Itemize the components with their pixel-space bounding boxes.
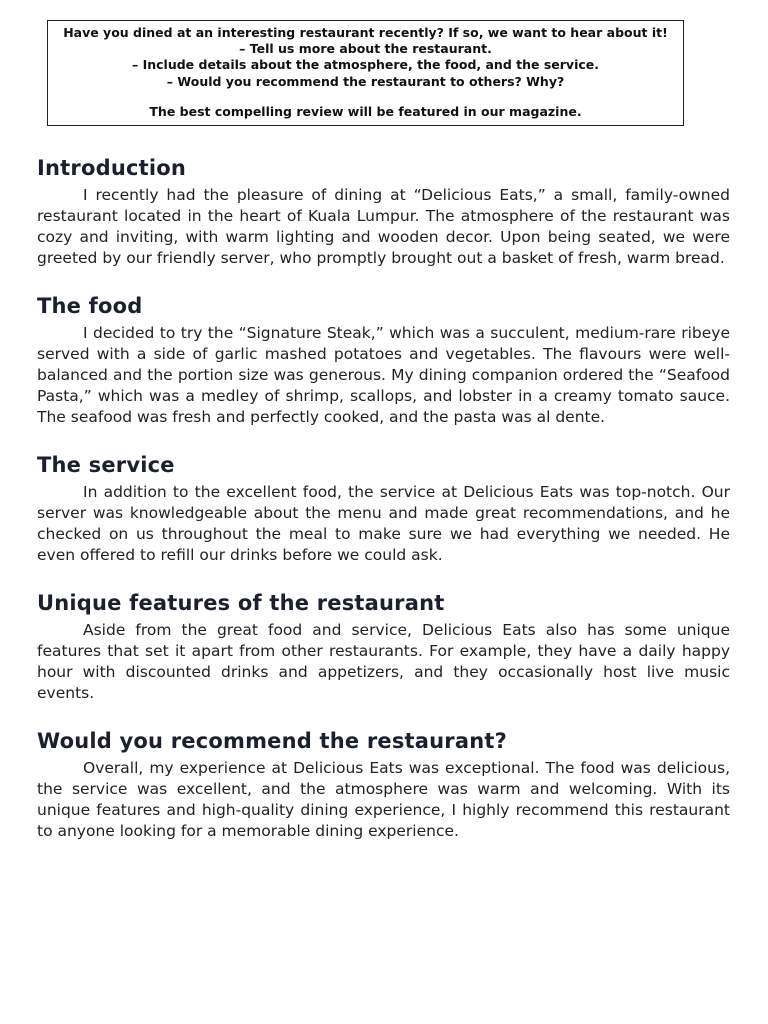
prompt-spacer <box>48 90 683 104</box>
section-body-introduction: I recently had the pleasure of dining at “Delicious Eats,” a small, family-owned restaurant located in the heart of Kuala Lumpur. The atmosphere of the restaurant was cozy and inviting, with warm lighting and wooden decor. Upon being seated, we were greeted by our friendly server, who promptly brought out a basket of fresh, warm bread. <box>37 186 730 267</box>
prompt-line: – Include details about the atmosphere, the food, and the service. <box>131 57 599 73</box>
section-heading-unique-features: Unique features of the restaurant <box>37 591 445 615</box>
section-body-recommendation: Overall, my experience at Delicious Eats was exceptional. The food was delicious, the service was excellent, and the atmosphere was warm and welcoming. With its unique features and high-quality dining experience, I highly recommend this restaurant to anyone looking for a memorable dining experience. <box>37 759 730 840</box>
prompt-footer-line: The best compelling review will be featured in our magazine. <box>149 103 582 119</box>
prompt-line: – Would you recommend the restaurant to others? Why? <box>166 73 565 89</box>
section-heading-service: The service <box>37 453 175 477</box>
review-content <box>37 151 730 862</box>
section-heading-introduction: Introduction <box>37 156 187 180</box>
section-heading-recommendation: Would you recommend the restaurant? <box>37 729 507 753</box>
section-heading-food: The food <box>37 294 143 318</box>
section-body-service: In addition to the excellent food, the service at Delicious Eats was top-notch. Our server was knowledgeable about the menu and made great recommendations, and he checked on us throughout the meal to make sure we had everything we needed. He even offered to refill our drinks before we could ask. <box>37 483 730 564</box>
prompt-line: Have you dined at an interesting restaurant recently? If so, we want to hear about it! <box>63 25 668 40</box>
section-body-unique-features: Aside from the great food and service, Delicious Eats also has some unique features that set it apart from other restaurants. For example, they have a daily happy hour with discounted drinks and appetizers, and they occasionally host live music events. <box>37 621 730 702</box>
section-body-food: I decided to try the “Signature Steak,” which was a succulent, medium-rare ribeye served with a side of garlic mashed potatoes and vegetables. The flavours were well-balanced and the portion size was generous. My dining companion ordered the “Seafood Pasta,” which was a medley of shrimp, scallops, and lobster in a creamy tomato sauce. The seafood was fresh and perfectly cooked, and the pasta was al dente. <box>37 324 730 426</box>
prompt-line: – Tell us more about the restaurant. <box>239 41 492 57</box>
writing-prompt-box <box>47 20 684 126</box>
